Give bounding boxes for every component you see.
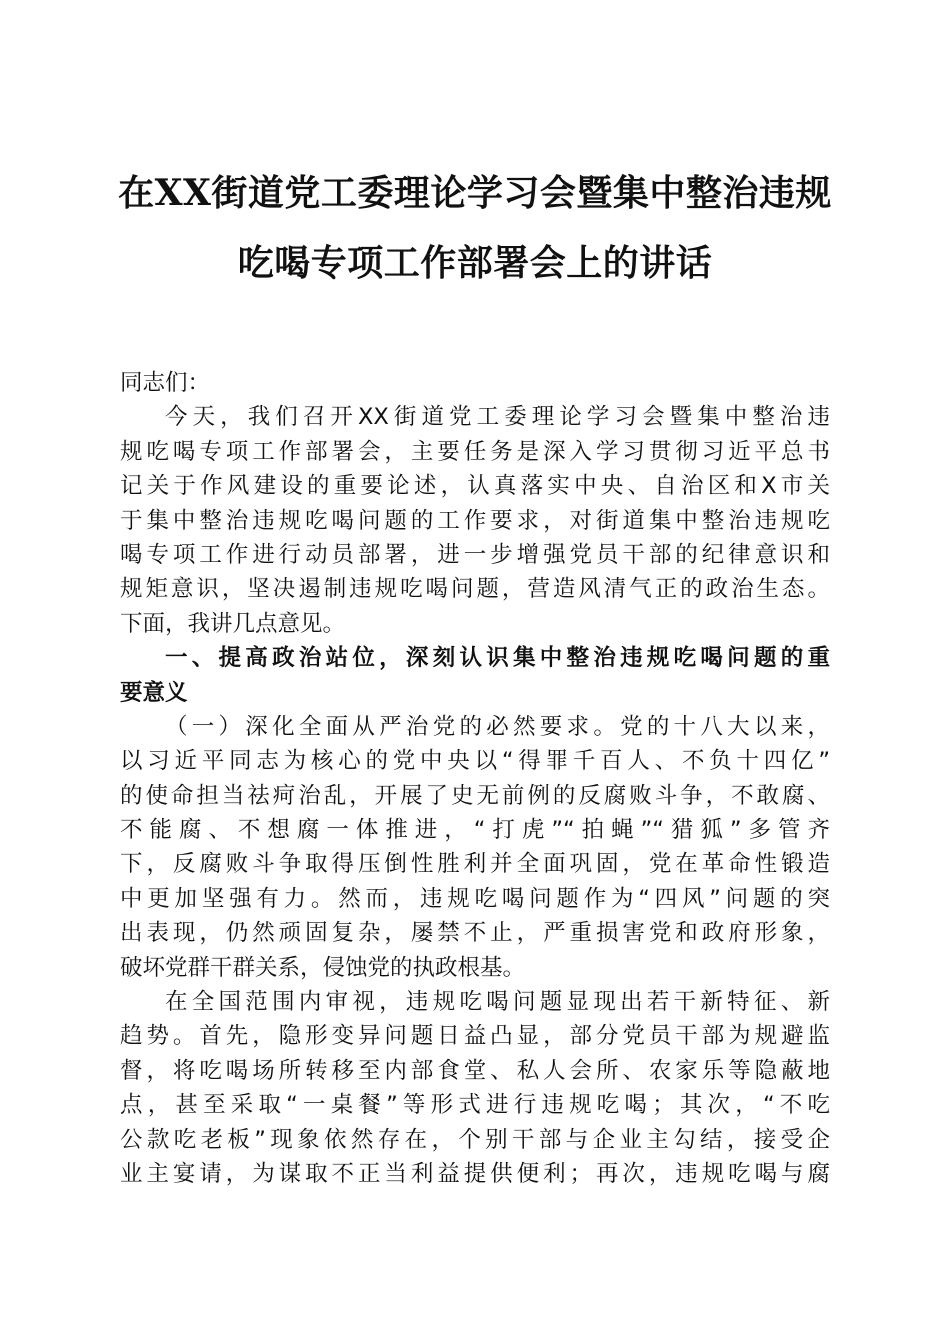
paragraph-line: 下，反腐败斗争取得压倒性胜利并全面巩固，党在革命性锻造 bbox=[120, 851, 830, 878]
paragraph-line: 的使命担当祛疴治乱，开展了史无前例的反腐败斗争，不敢腐、 bbox=[120, 782, 830, 809]
paragraph-line: 趋势。首先，隐形变异问题日益凸显，部分党员干部为规避监 bbox=[120, 1023, 830, 1050]
paragraph-line: 于集中整治违规吃喝问题的工作要求，对街道集中整治违规吃 bbox=[120, 507, 830, 534]
paragraph-line: 下面，我讲几点意见。 bbox=[120, 610, 346, 637]
paragraph-line: （一）深化全面从严治党的必然要求。党的十八大以来， bbox=[165, 713, 830, 740]
paragraph-line: 今天，我们召开XX街道党工委理论学习会暨集中整治违 bbox=[165, 404, 830, 431]
paragraph-line: 同志们： bbox=[120, 370, 211, 396]
paragraph-line: 公款吃老板”现象依然存在，个别干部与企业主勾结，接受企 bbox=[120, 1126, 830, 1153]
paragraph-line: 不能腐、不想腐一体推进，“打虎”“拍蝇”“猎狐”多管齐 bbox=[120, 817, 830, 844]
section-heading-line: 要意义 bbox=[120, 679, 188, 706]
paragraph-line: 记关于作风建设的重要论述，认真落实中央、自治区和X市关 bbox=[120, 473, 830, 500]
paragraph-line: 规吃喝专项工作部署会，主要任务是深入学习贯彻习近平总书 bbox=[120, 438, 830, 465]
paragraph-line: 督，将吃喝场所转移至内部食堂、私人会所、农家乐等隐蔽地 bbox=[120, 1057, 830, 1084]
document-title-line-1: 在XX街道党工委理论学习会暨集中整治违规 bbox=[118, 172, 832, 214]
paragraph-line: 喝专项工作进行动员部署，进一步增强党员干部的纪律意识和 bbox=[120, 541, 830, 568]
paragraph-line: 点，甚至采取“一桌餐”等形式进行违规吃喝；其次，“不吃 bbox=[120, 1092, 830, 1119]
section-heading-line: 一、提高政治站位，深刻认识集中整治违规吃喝问题的重 bbox=[165, 645, 830, 672]
document-body bbox=[120, 366, 830, 1191]
document-title-line-2: 吃喝专项工作部署会上的讲话 bbox=[237, 242, 713, 284]
paragraph-line: 在全国范围内审视，违规吃喝问题显现出若干新特征、新 bbox=[165, 989, 830, 1016]
paragraph-line: 破坏党群干群关系，侵蚀党的执政根基。 bbox=[120, 954, 526, 981]
paragraph-line: 中更加坚强有力。然而，违规吃喝问题作为“四风”问题的突 bbox=[120, 885, 830, 912]
paragraph-line: 规矩意识，坚决遏制违规吃喝问题，营造风清气正的政治生态。 bbox=[120, 576, 830, 603]
paragraph-line: 以习近平同志为核心的党中央以“得罪千百人、不负十四亿” bbox=[120, 748, 830, 775]
paragraph-line: 业主宴请，为谋取不正当利益提供便利；再次，违规吃喝与腐 bbox=[120, 1160, 830, 1187]
paragraph-line: 出表现，仍然顽固复杂，屡禁不止，严重损害党和政府形象， bbox=[120, 920, 830, 947]
